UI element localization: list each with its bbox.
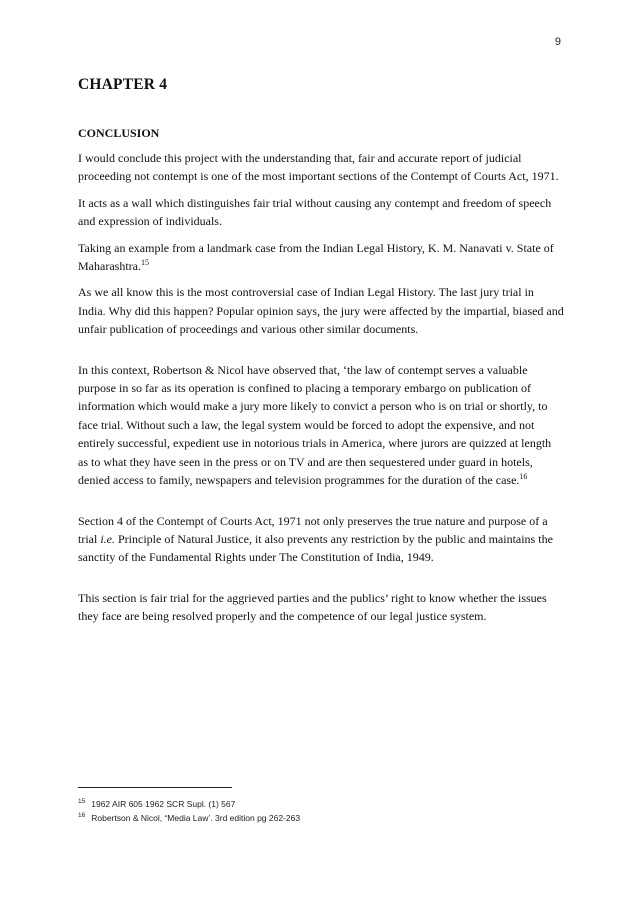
footnote-ref-16: 16 [519,472,528,482]
paragraph-3-text: Taking an example from a landmark case from the Indian Legal History, K. M. Nanavati v. State of Maharashtra. [78,240,554,274]
paragraph-6-italic: i.e. [100,531,115,546]
footnotes [78,797,564,825]
section-title: CONCLUSION [78,126,160,140]
paragraph-2: It acts as a wall which distinguishes fair trial without causing any contempt and freedom of speech and expression of individuals. [78,195,552,229]
paragraph-6-text-b: Principle of Natural Justice, it also prevents any restriction by the public and maintains the sanctity of the Fundamental Rights under The Constitution of India, 1949. [78,531,553,565]
paragraph-5 [78,361,564,490]
chapter-title: CHAPTER 4 [78,76,168,93]
page-number: 9 [554,36,561,48]
footnote-text: Robertson & Nicol, “Media Law’. 3rd edition pg 262-263 [91,813,301,823]
paragraph-5-text: In this context, Robertson & Nicol have observed that, ‘the law of contempt serves a valuable purpose in so far as its operation is confined to placing a temporary embargo on publication of information which would make a jury more likely to convict a person who is on trial or shortly, to face trial. Without such a law, the legal system would be forced to adopt the expensive, and not entirely successful, expedient use in notorious trials in America, where jurors are quizzed at length as to what they have seen in the press or on TV and are then sequestered under guard in hotels, denied access to family, newspapers and television programmes for the duration of the case. [78,362,552,488]
footnote-mark: 15 [78,798,86,806]
footnote-ref-15: 15 [140,258,149,268]
footnote-15 [78,797,564,811]
footnote-16 [78,811,564,825]
paragraph-6-text-a: Section 4 of the Contempt of Courts Act, 1971 not only preserves the true nature and purpose of a trial [78,513,548,546]
paragraph-4: As we all know this is the most controversial case of Indian Legal History. The last jury trial in India. Why did this happen? Popular opinion says, the jury were affected by the impartial, biased and unfair publication of proceedings and various other similar documents. [78,285,564,337]
footnote-divider [78,787,232,788]
footnote-text: 1962 AIR 605 1962 SCR Supl. (1) 567 [91,799,236,809]
paragraph-3 [78,239,564,276]
paragraph-7: This section is fair trial for the aggrieved parties and the publics’ right to know whether the issues they face are being resolved properly and the competence of our legal justice system. [78,590,547,624]
main-content [78,76,564,634]
paragraph-6 [78,512,564,567]
paragraph-1: I would conclude this project with the understanding that, fair and accurate report of judicial proceeding not contempt is one of the most important sections of the Contempt of Courts Act, 1971. [78,151,559,184]
footnote-mark: 16 [78,812,86,820]
